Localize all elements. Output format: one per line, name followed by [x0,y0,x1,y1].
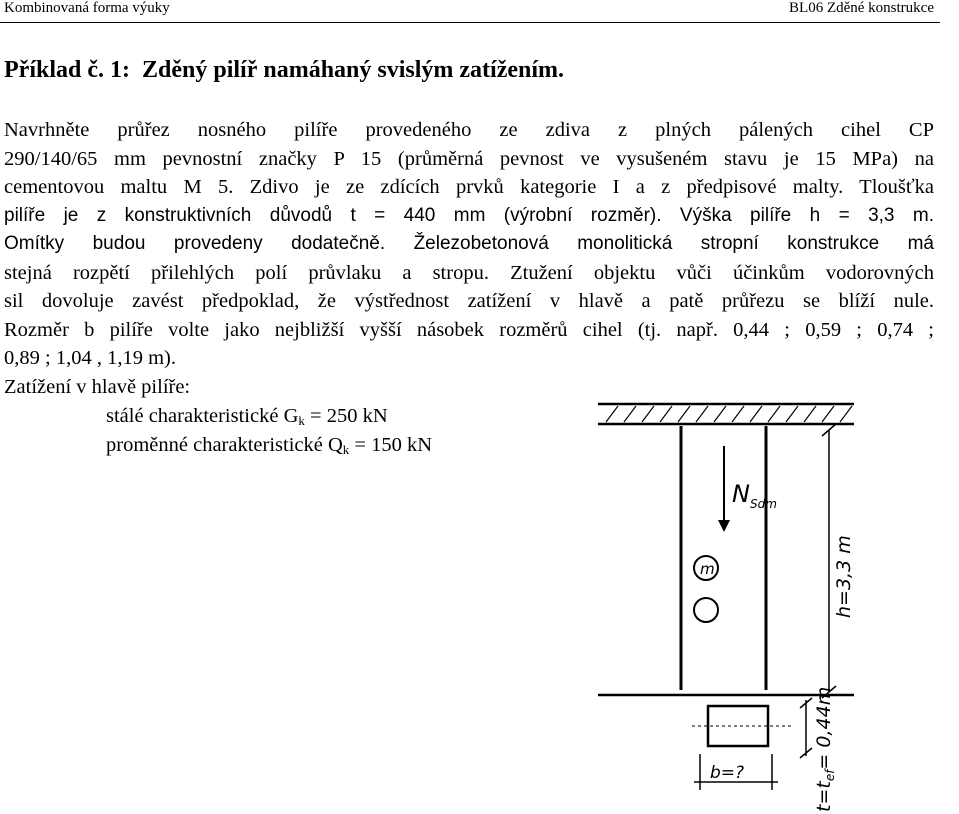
example-title [4,57,564,84]
thickness-subscript: ef [823,769,837,782]
thickness-dimension [800,698,812,758]
loads-section [4,373,432,460]
variable-load-subscript: k [342,442,350,457]
permanent-load-subscript: k [298,413,305,428]
paragraph-line: cementovou maltu M 5. Zdivo je ze zdících prvků kategorie I a z předpisové malty. Tloušťka [4,176,934,198]
header-subject: BL06 Zděné konstrukce [789,0,934,16]
variable-load [4,431,432,460]
thickness-value: = 0,44m [813,686,835,770]
permanent-load-label: stálé charakteristické G [106,405,299,427]
material-symbol: m [700,560,715,578]
header-course: Kombinovaná forma výuky [4,0,170,16]
thickness-symbol: t=t [813,781,835,812]
force-arrowhead [718,520,730,532]
variable-load-label: proměnné charakteristické Q [106,434,343,456]
pillar-diagram [596,392,858,812]
permanent-load-value: = 250 kN [304,405,388,427]
force-label: N [732,480,750,508]
height-label: h=3,3 m [833,535,855,618]
pillar-axis-circle [694,598,718,622]
force-subscript: Sdm [750,497,777,511]
paragraph-line: sil dovoluje zavést předpoklad, že výstřednost zatížení v hlavě a patě průřezu se blíží nule. [4,290,934,312]
loads-heading: Zatížení v hlavě pilíře: [4,376,191,398]
paragraph-line: 290/140/65 mm pevnostní značky P 15 (průměrná pevnost ve vysušeném stavu je 15 MPa) na [4,147,934,170]
example-number: Příklad č. 1: [4,57,130,83]
paragraph-line: Omítky budou provedeny dodatečně. Železobetonová monolitická stropní konstrukce má [4,233,934,254]
paragraph-line: 0,89 ; 1,04 , 1,19 m). [4,347,176,369]
assignment-paragraph [4,116,934,373]
width-label: b=? [710,763,745,783]
variable-load-value: = 150 kN [349,434,433,456]
ceiling-slab [598,404,854,424]
page-header [0,0,940,23]
paragraph-line: Rozměr b pilíře volte jako nejbližší vyšší násobek rozměrů cihel (tj. např. 0,44 ; 0,59 ; 0,74 ; [4,318,934,341]
paragraph-line: stejná rozpětí přilehlých polí průvlaku a stropu. Ztužení objektu vůči účinkům vodorovných [4,261,934,284]
paragraph-line: Navrhněte průřez nosného pilíře provedeného ze zdiva z plných pálených cihel CP [4,119,934,141]
permanent-load [4,402,432,431]
example-heading: Zděný pilíř namáhaný svislým zatížením. [142,57,565,83]
paragraph-line: pilíře je z konstruktivních důvodů t = 440 mm (výrobní rozměr). Výška pilíře h = 3,3 m. [4,204,934,226]
thickness-label [813,687,837,812]
